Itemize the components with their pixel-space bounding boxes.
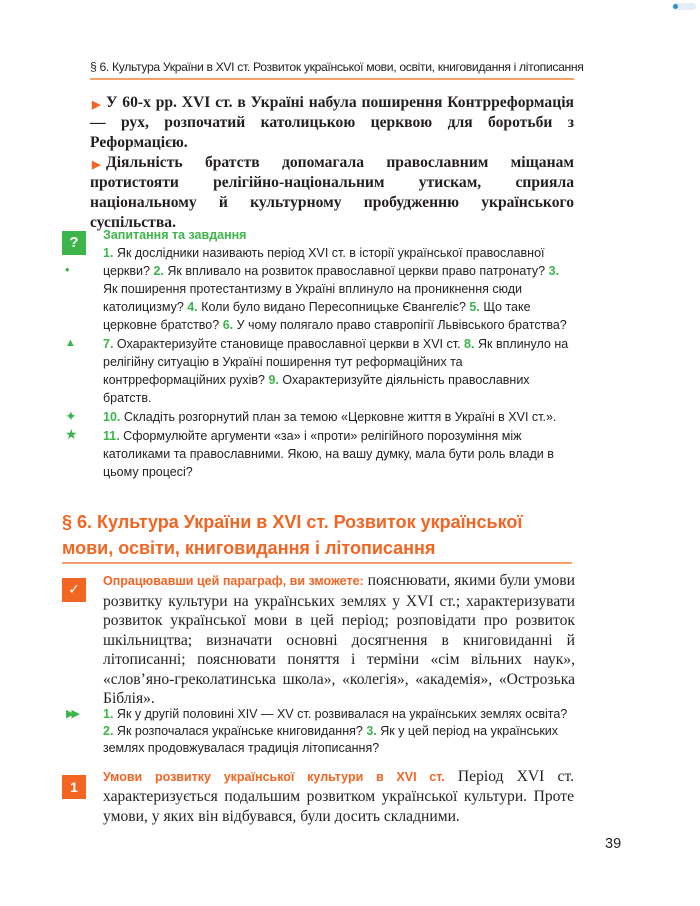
bullet-arrow-icon: ▶ — [92, 99, 101, 111]
subsection-number-badge: 1 — [62, 775, 86, 799]
question-text: Як вплинуло на релігійну ситуацію в Україні поширення тут реформаційних та контрреформаційних рухів? — [103, 337, 569, 387]
question-number: 11. — [103, 429, 120, 443]
bullet-arrow-icon: ▶ — [92, 159, 101, 171]
page-number: 39 — [605, 836, 622, 852]
section-title-line: мови, освіти, книговидання і літописання — [62, 538, 436, 558]
running-head: § 6. Культура України в XVI ст. Розвиток української мови, освіти, книговидання і літописання — [90, 60, 584, 74]
question-number: 8. — [464, 337, 475, 351]
corner-badge — [672, 3, 696, 10]
objectives-text: пояснювати, якими були умови розвитку культури на українських землях у XVI ст.; характеризувати розвиток української мови в цей період; розповідати про розвиток шкільництва; визначати основні досягнення в книговиданні й літописанні; пояснювати поняття і терміни «сім вільних наук», «слов’яно-греколатинська школа», «колегія», «академія», «Острозька Біблія». — [103, 572, 575, 707]
question-number: 6. — [222, 318, 234, 332]
recall-text: Як у цей період на українських землях продовжувалася традиція літописання? — [103, 724, 559, 755]
question-number: 9. — [268, 373, 279, 387]
checkmark-icon: ✓ — [62, 578, 86, 602]
question-text: Сформулюйте аргументи «за» і «проти» релігійного порозуміння між католиками та православними. Якою, на вашу думку, мала бути роль влади в цьому процесі? — [103, 429, 554, 479]
objectives-block — [103, 571, 575, 709]
level-cross-icon: ✦ — [65, 408, 77, 424]
recall-number: 3. — [366, 724, 377, 738]
question-text: У чому полягало право ставропігії Львівського братства? — [236, 318, 567, 332]
level-star-icon: ★ — [65, 426, 78, 442]
section-title — [62, 509, 582, 561]
summary-paragraph — [90, 153, 574, 233]
question-text: Як поширення протестантизму в Україні вплинуло на проникнення сюди католицизму? — [103, 282, 522, 314]
question-number: 10. — [103, 410, 121, 424]
subsection-text: Період XVI ст. характеризується подальшим розвитком української культури. Проте умови, у яких він відбувався, були досить складними. — [103, 768, 574, 825]
question-mark-icon: ? — [62, 231, 86, 255]
subsection-paragraph — [90, 767, 574, 827]
recall-questions — [103, 706, 575, 757]
question-text: Що таке церковне братство? — [103, 300, 531, 332]
summary-paragraph — [90, 93, 574, 153]
double-arrow-icon: ▶▶ — [66, 707, 77, 720]
question-text: Охарактеризуйте становище православної церкви в XVI ст. — [116, 337, 461, 351]
question-number: 4. — [187, 300, 198, 314]
level-triangle-icon: ▲ — [65, 337, 76, 349]
section-title-line: § 6. Культура України в XVI ст. Розвиток української — [62, 512, 523, 532]
question-number: 7. — [103, 337, 114, 351]
question-text: Складіть розгорнутий план за темою «Церковне життя в Україні в XVI ст.». — [123, 410, 557, 424]
recall-text: Як у другій половині XIV — XV ст. розвивалася на українських землях освіта? — [116, 707, 568, 721]
question-group-creative — [65, 426, 575, 481]
questions-list — [65, 244, 575, 482]
question-text: Коли було видано Пересопницьке Євангеліє? — [201, 300, 466, 314]
summary-text: Діяльність братств допомагала православним міщанам протистояти релігійно-національним утискам, сприяла національному й культурному пробудженню українського суспільства. — [90, 154, 574, 231]
recall-number: 2. — [103, 724, 114, 738]
question-number: 2. — [153, 264, 164, 278]
question-number: 5. — [469, 300, 480, 314]
question-number: 1. — [103, 246, 114, 260]
objectives-lead: Опрацювавши цей параграф, ви зможете: — [103, 574, 364, 588]
header-divider — [90, 78, 574, 80]
section-title-divider — [62, 562, 572, 564]
question-text: Як впливало на розвиток православної церкви право патронату? — [167, 264, 546, 278]
question-text: Охарактеризуйте діяльність православних братств. — [103, 373, 530, 405]
subsection-heading: Умови розвитку української культури в XVI ст. — [103, 770, 445, 784]
question-group-plan — [65, 408, 575, 426]
level-dot-icon: • — [65, 262, 70, 277]
question-number: 3. — [548, 264, 560, 278]
question-group-basic — [65, 244, 575, 334]
recall-number: 1. — [103, 707, 114, 721]
question-group-analysis — [65, 335, 575, 407]
summary-block — [90, 93, 574, 233]
questions-title: Запитання та завдання — [103, 228, 247, 242]
question-text: Як дослідники називають період XVI ст. в історії української православної церкви? — [103, 246, 545, 278]
badge-dot-icon — [673, 4, 678, 9]
recall-text: Як розпочалася українське книговидання? — [116, 724, 363, 738]
summary-text: У 60-х рр. XVI ст. в Україні набула поширення Контрреформація — рух, розпочатий католицькою церквою для боротьби з Реформацією. — [90, 94, 574, 151]
